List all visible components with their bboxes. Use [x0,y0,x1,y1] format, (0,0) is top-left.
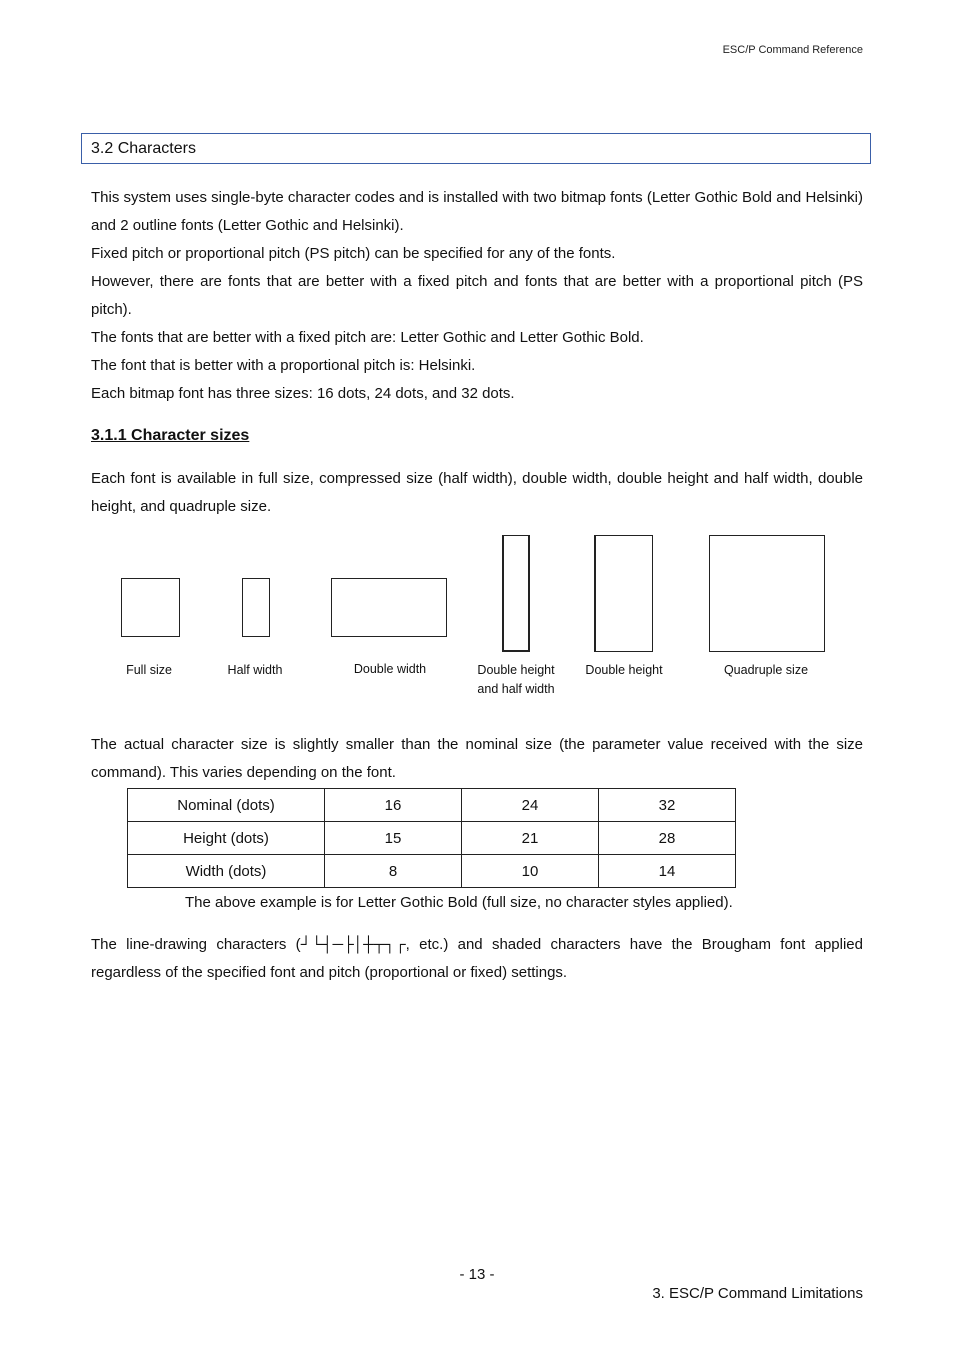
quadruple-size-box [709,535,825,652]
label-double-height: Double height [585,663,663,677]
line-drawing-note-text: The line-drawing characters (┘└┤─├│┼┬┐┌, etc.) and shaded characters have the Brougham font applied regardless of the specified font and pitch (proportional or fixed) settings. [91,936,863,981]
row-header: Nominal (dots) [128,789,325,822]
intro-paragraphs [91,184,863,408]
full-size-box [121,578,180,637]
label-quadruple-size: Quadruple size [723,663,809,677]
size-table [127,788,736,888]
label-half-width: Half width [227,663,283,677]
table-cell: 10 [462,855,599,888]
row-header: Height (dots) [128,822,325,855]
actual-size-note-text: The actual character size is slightly smaller than the nominal size (the parameter value received with the size command). This varies depending on the font. [91,736,863,781]
subsection-intro-text: Each font is available in full size, compressed size (half width), double width, double height and half width, double height, and quadruple size. [91,470,863,515]
intro-paragraph: The fonts that are better with a fixed pitch are: Letter Gothic and Letter Gothic Bold. [91,329,644,346]
table-row [128,789,736,822]
table-cell: 32 [599,789,736,822]
intro-paragraph: Fixed pitch or proportional pitch (PS pitch) can be specified for any of the fonts. [91,245,616,262]
subsection-title: 3.1.1 Character sizes [91,427,250,444]
table-cell: 21 [462,822,599,855]
table-cell: 28 [599,822,736,855]
table-cell: 16 [325,789,462,822]
intro-paragraph: However, there are fonts that are better with a fixed pitch and fonts that are better with a proportional pitch (PS pitch). [91,273,863,318]
table-row [128,855,736,888]
table-row [128,822,736,855]
section-title: 3.2 Characters [81,133,871,164]
table-cell: 14 [599,855,736,888]
subsection-intro [91,465,863,521]
intro-paragraph: This system uses single-byte character codes and is installed with two bitmap fonts (Letter Gothic Bold and Helsinki) and 2 outline fonts (Letter Gothic and Helsinki). [91,189,863,234]
intro-paragraph: The font that is better with a proportional pitch is: Helsinki. [91,357,476,374]
table-cell: 15 [325,822,462,855]
label-double-height-half-width: Double height and half width [477,663,555,696]
page-number: - 13 - [459,1266,495,1283]
table-note: The above example is for Letter Gothic Bold (full size, no character styles applied). [185,894,733,911]
double-height-box [594,535,653,652]
row-header: Width (dots) [128,855,325,888]
table-cell: 8 [325,855,462,888]
half-width-box [242,578,270,637]
chapter-footer: 3. ESC/P Command Limitations [652,1285,863,1302]
running-header: ESC/P Command Reference [722,44,863,56]
table-cell: 24 [462,789,599,822]
label-full-size: Full size [126,663,172,677]
double-height-half-width-box [502,535,530,652]
label-double-width: Double width [353,662,427,676]
intro-paragraph: Each bitmap font has three sizes: 16 dots, 24 dots, and 32 dots. [91,385,515,402]
line-drawing-note [91,931,863,987]
actual-size-note [91,731,863,787]
double-width-box [331,578,447,637]
